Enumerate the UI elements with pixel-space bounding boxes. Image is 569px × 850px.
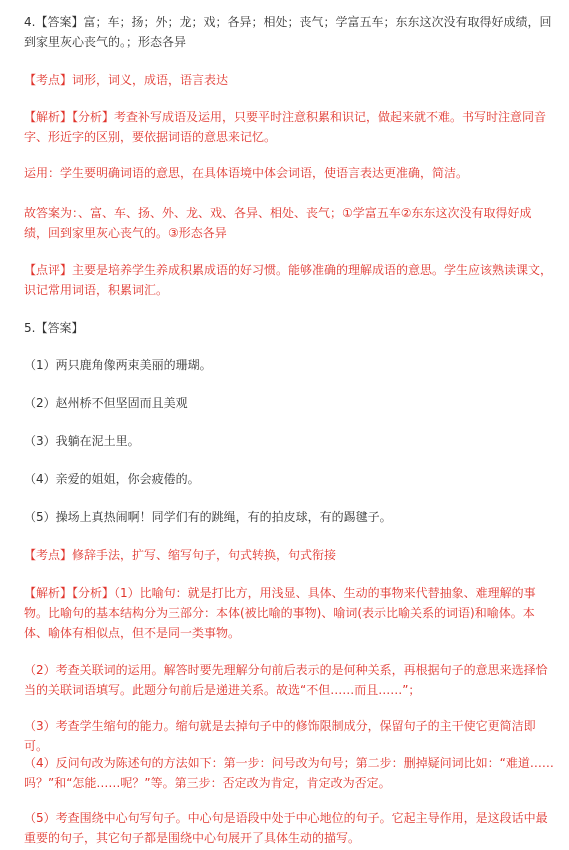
q4-jiexi xyxy=(24,107,554,147)
q5-jiexi-1 xyxy=(24,583,554,643)
q4-kaodian-text: 词形，词义，成语，语言表达 xyxy=(72,73,229,87)
q4-answer xyxy=(24,12,554,52)
q4-final-answer: 故答案为：、富、车、扬、外、龙、戏、各异、相处、丧气；①学富五车②东东这次没有取得好成绩，回到家里灰心丧气的。③形态各异 xyxy=(24,206,532,240)
q4-jiexi-text: 考查补写成语及运用，只要平时注意积累和识记，做起来就不难。书写时注意同音字、形近字的区别，要依据词语的意思来记忆。 xyxy=(24,110,547,144)
q4-yunyong: 运用：学生要明确词语的意思，在具体语境中体会词语，使语言表达更准确，简洁。 xyxy=(24,166,469,180)
q5-item-2: （2）赵州桥不但坚固而且美观 xyxy=(24,396,188,410)
q5-item-4: （4）亲爱的姐姐，你会疲倦的。 xyxy=(24,472,200,486)
q4-dianping-text: 主要是培养学生养成积累成语的好习惯。能够准确的理解成语的意思。学生应该熟读课文，识记常用词语，积累词汇。 xyxy=(24,263,553,297)
q5-jiexi-4: （4）反问句改为陈述句的方法如下：第一步：问号改为句号；第二步：删掉疑问词比如：“难道……吗？”和“怎能……呢？”等。第三步：否定改为肯定，肯定改为否定。 xyxy=(24,756,554,790)
q4-answer-text: 富；车；扬；外；龙；戏；各异；相处；丧气；学富五车；东东这次没有取得好成绩，回到家里灰心丧气的。；形态各异 xyxy=(24,15,552,49)
q5-kaodian-tag: 【考点】 xyxy=(24,548,73,562)
q4-kaodian xyxy=(24,70,554,90)
q4-kaodian-tag: 【考点】 xyxy=(24,73,73,87)
q4-dianping xyxy=(24,260,554,300)
q5-jiexi-1-text: （1）比喻句：就是打比方，用浅显、具体、生动的事物来代替抽象、难理解的事物。比喻句的基本结构分为三部分：本体(被比喻的事物)、喻词(表示比喻关系的词语)和喻体。本体、喻体有相似点，但不是同一类事物。 xyxy=(24,586,536,640)
q5-jiexi-tag: 【解析】【分析】 xyxy=(24,586,115,600)
q5-kaodian xyxy=(24,545,554,565)
q5-jiexi-3: （3）考查学生缩句的能力。缩句就是去掉句子中的修饰限制成分，保留句子的主干使它更简洁即可。 xyxy=(24,719,536,753)
q5-answer-tag: 5.【答案】 xyxy=(24,321,84,335)
q5-kaodian-text: 修辞手法，扩写、缩写句子，句式转换，句式衔接 xyxy=(72,548,337,562)
q5-item-1: （1）两只鹿角像两束美丽的珊瑚。 xyxy=(24,358,212,372)
q4-answer-tag: 4.【答案】 xyxy=(24,15,84,29)
q5-jiexi-2: （2）考查关联词的运用。解答时要先理解分句前后表示的是何种关系，再根据句子的意思来选择恰当的关联词语填写。此题分句前后是递进关系。故选“不但……而且……”； xyxy=(24,663,548,697)
q4-jiexi-tag: 【解析】【分析】 xyxy=(24,110,115,124)
q5-item-5: （5）操场上真热闹啊！同学们有的跳绳，有的拍皮球，有的踢毽子。 xyxy=(24,510,392,524)
q5-jiexi-5: （5）考查围绕中心句写句子。中心句是语段中处于中心地位的句子。它起主导作用，是这段话中最重要的句子，其它句子都是围绕中心句展开了具体生动的描写。 xyxy=(24,811,548,845)
q4-dianping-tag: 【点评】 xyxy=(24,263,73,277)
q5-item-3: （3）我躺在泥土里。 xyxy=(24,434,140,448)
